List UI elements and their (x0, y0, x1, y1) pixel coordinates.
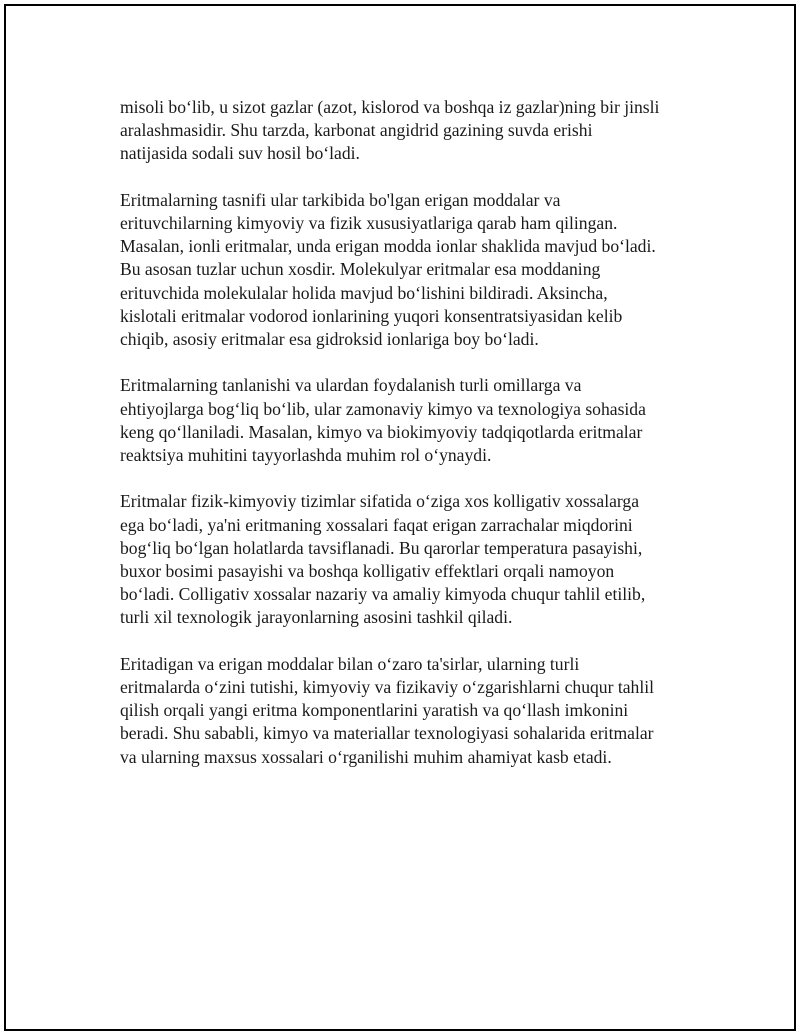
text-line: aralashmasidir. Shu tarzda, karbonat angidrid gazining suvda erishi (120, 120, 593, 141)
text-line: erituvchida molekulalar holida mavjud boʻlishini bildiradi. Aksincha, (120, 282, 608, 303)
text-line: reaktsiya muhitini tayyorlashda muhim rol oʻynaydi. (120, 445, 492, 466)
text-line: Eritmalar fizik-kimyoviy tizimlar sifatida oʻziga xos kolligativ xossalarga (120, 491, 640, 512)
paragraph-3 (120, 374, 700, 467)
text-line: buxor bosimi pasayishi va boshqa kolligativ effektlari orqali namoyon (120, 561, 615, 582)
text-line: turli xil texnologik jarayonlarning asosini tashkil qiladi. (120, 607, 513, 628)
text-line: Masalan, ionli eritmalar, unda erigan modda ionlar shaklida mavjud boʻladi. (120, 236, 656, 257)
text-line: bogʻliq boʻlgan holatlarda tavsiflanadi. Bu qarorlar temperatura pasayishi, (120, 537, 643, 558)
text-line: ega boʻladi, ya'ni eritmaning xossalari faqat erigan zarrachalar miqdorini (120, 514, 633, 535)
text-line: misoli boʻlib, u sizot gazlar (azot, kislorod va boshqa iz gazlar)ning bir jinsli (120, 97, 660, 117)
paragraph-4 (120, 490, 700, 629)
text-line: Eritadigan va erigan moddalar bilan oʻzaro ta'sirlar, ularning turli (120, 653, 580, 674)
text-line: ehtiyojlarga bogʻliq boʻlib, ular zamonaviy kimyo va texnologiya sohasida (120, 398, 646, 419)
text-line: va ularning maxsus xossalari oʻrganilishi muhim ahamiyat kasb etadi. (120, 746, 612, 767)
paragraph-2 (120, 189, 700, 351)
document-body (120, 96, 700, 792)
text-line: erituvchilarning kimyoviy va fizik xususiyatlariga qarab ham qilingan. (120, 213, 618, 233)
text-line: eritmalarda oʻzini tutishi, kimyoviy va fizikaviy oʻzgarishlarni chuqur tahlil (120, 677, 655, 698)
text-line: beradi. Shu sababli, kimyo va materiallar texnologiyasi sohalarida eritmalar (120, 723, 654, 744)
text-line: kislotali eritmalar vodorod ionlarining yuqori konsentratsiyasidan kelib (120, 305, 623, 326)
text-line: keng qoʻllaniladi. Masalan, kimyo va biokimyoviy tadqiqotlarda eritmalar (120, 421, 643, 442)
text-line: boʻladi. Colligativ xossalar nazariy va amaliy kimyoda chuqur tahlil etilib, (120, 584, 646, 605)
page-frame (4, 4, 796, 1031)
paragraph-1 (120, 96, 700, 166)
text-line: chiqib, asosiy eritmalar esa gidroksid ionlariga boy boʻladi. (120, 329, 539, 350)
text-line: Eritmalarning tanlanishi va ulardan foydalanish turli omillarga va (120, 375, 582, 396)
text-line: qilish orqali yangi eritma komponentlarini yaratish va qoʻllash imkonini (120, 700, 629, 721)
paragraph-5 (120, 653, 700, 769)
text-line: Eritmalarning tasnifi ular tarkibida bo'lgan erigan moddalar va (120, 189, 561, 210)
text-line: Bu asosan tuzlar uchun xosdir. Molekulyar eritmalar esa moddaning (120, 259, 601, 280)
text-line: natijasida sodali suv hosil boʻladi. (120, 143, 360, 164)
